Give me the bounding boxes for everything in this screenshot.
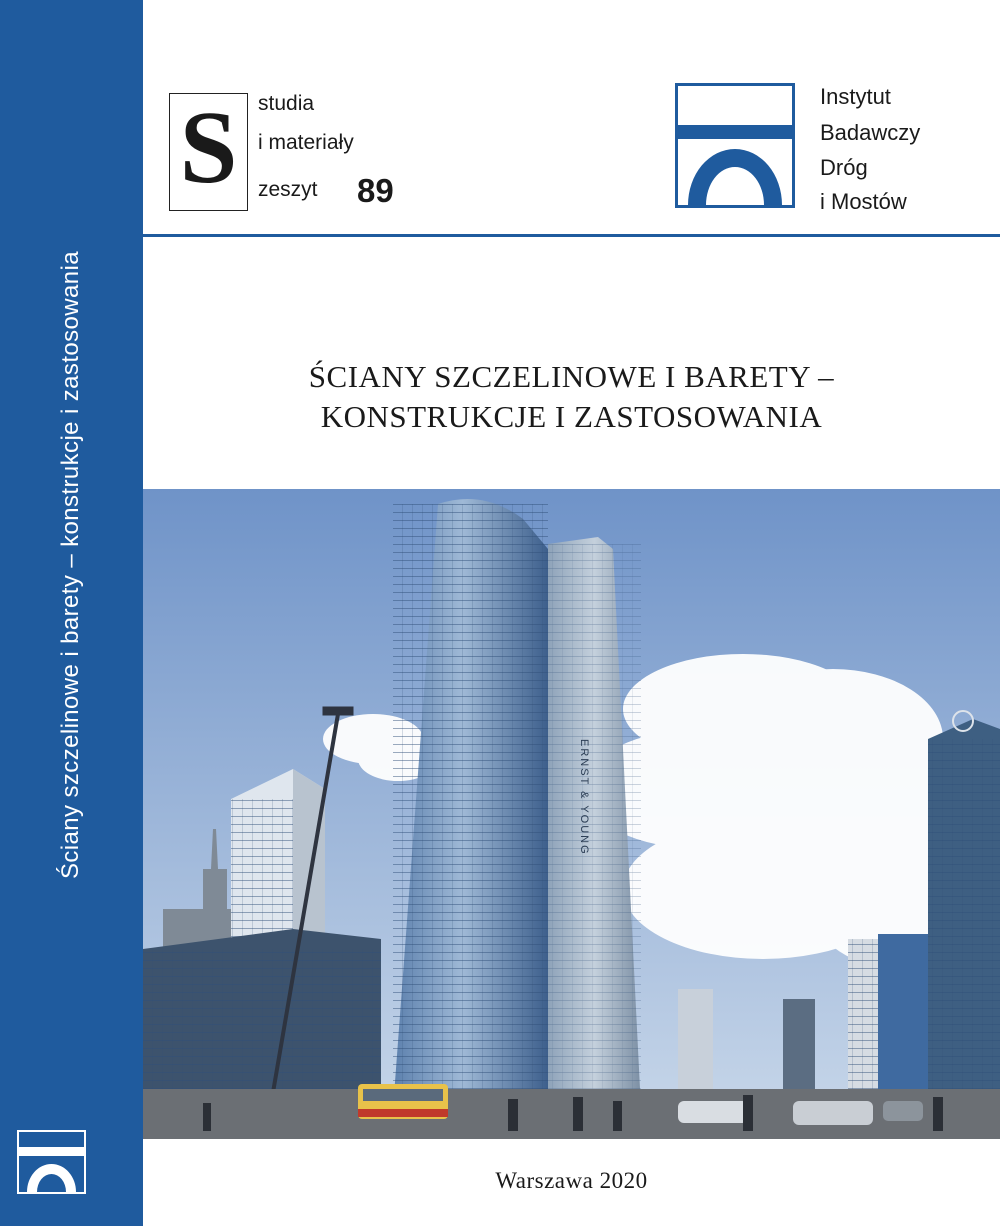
series-name-line1: studia [258,92,315,115]
left-low-building [143,929,381,1109]
institute-name-line1: Instytut [820,84,891,109]
series-name-line2: i materiały [258,131,354,154]
publication-place-year: Warszawa 2020 [495,1168,648,1193]
book-title-line1: ŚCIANY SZCZELINOWE I BARETY – [308,359,835,394]
book-title-line2: KONSTRUKCJE I ZASTOSOWANIA [320,399,823,434]
institute-name-line4: i Mostów [820,189,907,214]
left-office-tower [231,769,325,949]
series-logo [169,90,248,211]
cover-photo [143,489,1000,1139]
institute-logo-icon [675,83,795,208]
institute-logo-small-icon [17,1130,86,1194]
issue-number: 89 [357,172,394,209]
main-skyscraper [393,499,641,1109]
building-sign: ERNST & YOUNG [578,739,590,856]
bus [358,1084,448,1119]
institute-name-line3: Dróg [820,155,868,180]
spine [0,0,143,1226]
series-issue-label: zeszyt [258,178,318,201]
spine-title: Ściany szczelinowe i barety – konstrukcje i zastosowania [57,250,84,880]
header-divider [143,234,1000,237]
institute-name-line2: Badawczy [820,120,921,145]
series-logo-letter: S [179,90,238,205]
